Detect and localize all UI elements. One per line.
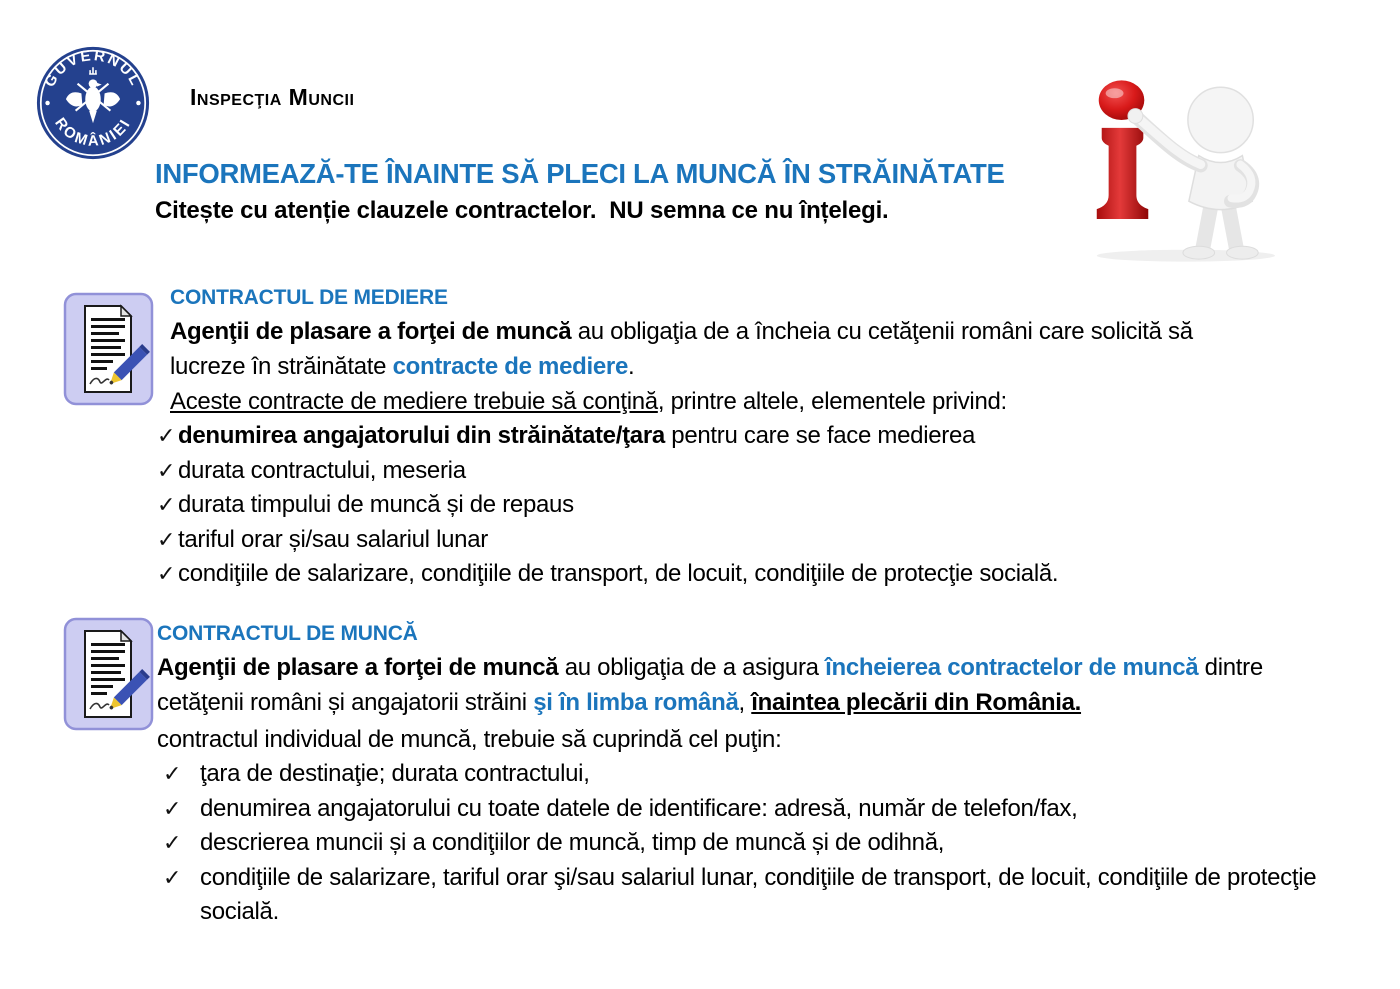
mediere-paragraph-1	[170, 314, 1230, 384]
contract-document-icon	[63, 292, 154, 406]
list-item	[163, 792, 1353, 827]
check-icon: ✓	[157, 561, 176, 587]
mediere-p1-blue: contracte de mediere	[392, 353, 628, 380]
check-icon: ✓	[163, 761, 182, 786]
bullet-text: tariful orar și/sau salariul lunar	[178, 525, 488, 553]
info-i-icon	[1097, 80, 1149, 219]
person-figure	[1128, 87, 1258, 259]
bullet-text: condiţiile de salarizare, condiţiile de transport, de locuit, condiţiile de protecţie socială.	[178, 560, 1059, 588]
page-subtitle: Citește cu atenție clauzele contractelor. NU semna ce nu înțelegi.	[155, 197, 889, 224]
section-heading-munca: CONTRACTUL DE MUNCĂ	[157, 622, 418, 645]
check-icon: ✓	[157, 457, 176, 483]
check-icon: ✓	[163, 830, 182, 856]
mediere-p2-underline: Aceste contracte de mediere trebuie să conţină	[170, 388, 658, 415]
munca-p1-bold: Agenţii de plasare a forţei de muncă	[157, 654, 559, 681]
logo-dot-right	[136, 101, 140, 105]
bullet-text: durata contractului, meseria	[178, 456, 466, 484]
page-title: INFORMEAZĂ-TE ÎNAINTE SĂ PLECI LA MUNCĂ ÎN STRĂINĂTATE	[155, 158, 1005, 189]
list-item	[157, 488, 1337, 523]
bullet-text: pentru care se face medierea	[664, 422, 976, 449]
list-item	[157, 419, 1337, 454]
munca-p1-bold-underline: înaintea plecării din România.	[751, 689, 1082, 716]
org-name: Inspecţia Muncii	[190, 84, 355, 110]
munca-p1-text3: ,	[738, 689, 752, 716]
contract-document-icon	[63, 617, 154, 731]
mediere-p1-text: au obligaţia de a încheia cu cetăţenii români care solicită să lucreze în străinătate	[170, 318, 1193, 380]
bullet-text: durata timpului de muncă și de repaus	[178, 491, 574, 519]
munca-p1-blue1: încheierea contractelor de muncă	[825, 654, 1199, 681]
bullet-text: condiţiile de salarizare, tariful orar şi/sau salariul lunar, condiţiile de transport, de locuit, condiţiile de protecţie socială.	[200, 863, 1317, 926]
munca-p1-blue2: şi în limba română	[533, 689, 739, 716]
munca-bullet-list	[163, 757, 1353, 930]
mediere-paragraph-2	[170, 384, 1330, 419]
check-icon: ✓	[163, 864, 182, 890]
check-icon: ✓	[157, 423, 176, 448]
munca-paragraph-1	[157, 650, 1352, 720]
bullet-text: ţara de destinaţie; durata contractului,	[200, 760, 590, 787]
government-logo	[35, 45, 151, 161]
check-icon: ✓	[157, 492, 176, 518]
mediere-p2-text: , printre altele, elementele privind:	[657, 388, 1007, 415]
bullet-text: denumirea angajatorului cu toate datele de identificare: adresă, număr de telefon/fax,	[200, 794, 1078, 822]
check-icon: ✓	[157, 526, 176, 552]
munca-p1-text1: au obligaţia de a asigura	[558, 654, 826, 681]
logo-dot-left	[45, 101, 49, 105]
list-item	[163, 826, 1353, 861]
munca-p1-text2: dintre cetăţenii români și angajatorii străini	[157, 654, 1263, 716]
info-figure-illustration	[1072, 70, 1280, 264]
list-item	[163, 861, 1353, 930]
section-heading-mediere: CONTRACTUL DE MEDIERE	[170, 286, 448, 309]
check-icon: ✓	[163, 795, 182, 821]
list-item	[157, 523, 1337, 558]
bullet-bold-text: denumirea angajatorului din străinătate/ţara	[178, 422, 665, 449]
logo-top-text: GUVERNUL	[41, 47, 145, 91]
logo-bottom-text: ROMÂNIEI	[51, 114, 135, 150]
mediere-p1-period: .	[628, 353, 635, 380]
list-item	[157, 557, 1337, 592]
bullet-text: descrierea muncii și a condiţiilor de muncă, timp de muncă și de odihnă,	[200, 829, 945, 857]
list-item	[157, 454, 1337, 489]
munca-paragraph-2: contractul individual de muncă, trebuie să cuprindă cel puţin:	[157, 726, 782, 753]
mediere-p1-bold: Agenţii de plasare a forţei de muncă	[170, 318, 572, 345]
list-item	[163, 757, 1353, 792]
mediere-bullet-list	[157, 419, 1337, 592]
